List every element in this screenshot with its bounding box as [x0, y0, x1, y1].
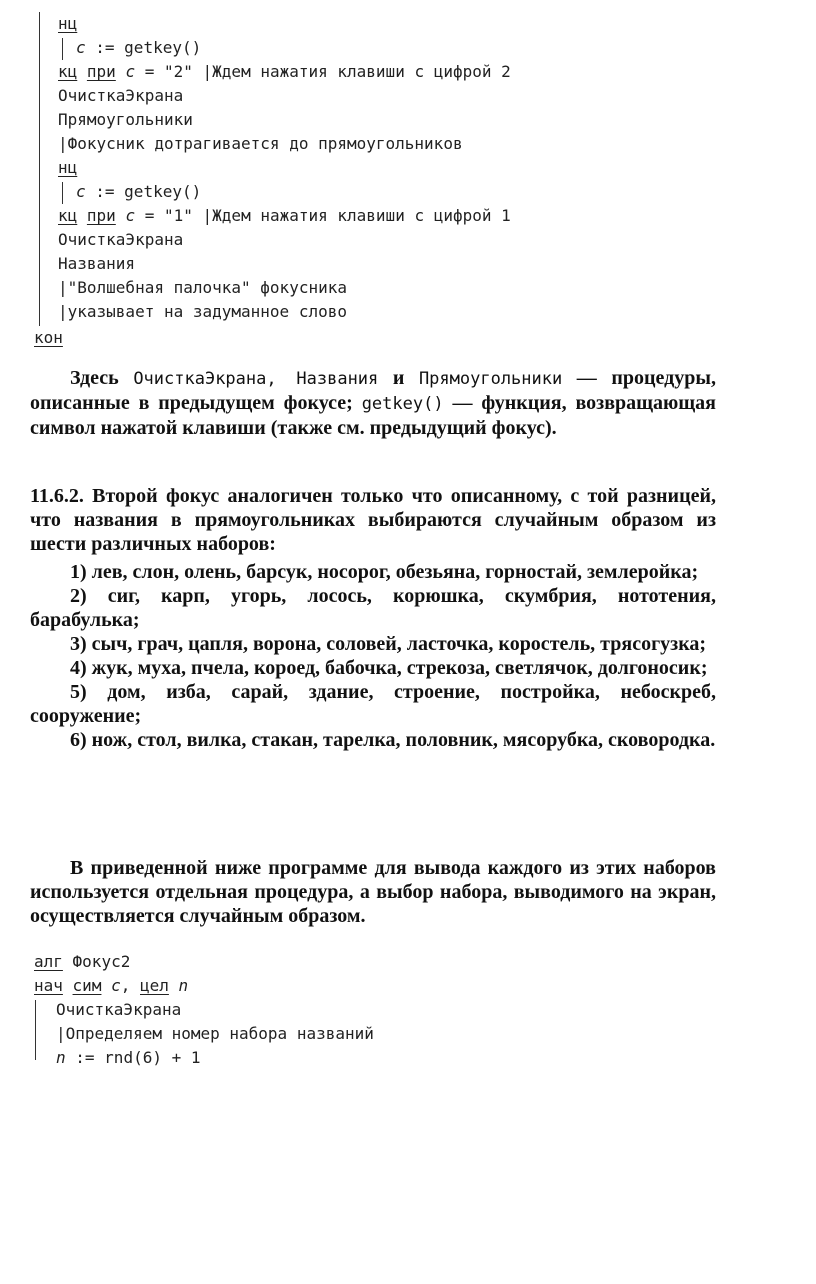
code-comment: |Фокусник дотрагивается до прямоугольников — [58, 134, 463, 153]
inner-loop-bar — [62, 182, 63, 204]
code-line: кц при c = "1" |Ждем нажатия клавиши с цифрой 1 — [58, 206, 511, 225]
code-comment: |Определяем номер набора названий — [56, 1024, 374, 1043]
code-line — [58, 14, 77, 34]
list-item: 1) лев, слон, олень, барсук, носорог, обезьяна, горностай, землеройка; — [70, 561, 699, 583]
code-line: кц при c = "2" |Ждем нажатия клавиши с цифрой 2 — [58, 62, 511, 81]
code-line: Прямоугольники — [58, 110, 193, 129]
code-line: кон — [34, 328, 63, 347]
list-item: 6) нож, стол, вилка, стакан, тарелка, половник, мясорубка, сковородка. — [70, 729, 716, 751]
block-bar — [35, 1000, 36, 1060]
inner-loop-bar — [62, 38, 63, 60]
section-paragraph: 11.6.2. Второй фокус аналогичен только что описанному, с той разницей, что названия в прямоугольниках выбираются случайным образом из шести различных наборов: — [30, 485, 716, 555]
list-item: 3) сыч, грач, цапля, ворона, соловей, ласточка, коростель, трясогузка; — [70, 633, 707, 655]
code-line: n := rnd(6) + 1 — [56, 1048, 201, 1067]
list-item: 4) жук, муха, пчела, короед, бабочка, стрекоза, светлячок, долгоносик; — [70, 657, 708, 679]
keyword: нц — [58, 14, 78, 33]
paragraph-3: В приведенной ниже программе для вывода каждого из этих наборов используется отдельная процедура, а выбор набора, выводимого на экран, осуществляется случайным образом. — [30, 857, 716, 927]
code-line: алг Фокус2 — [34, 952, 131, 971]
code-comment: |Ждем нажатия клавиши с цифрой 2 — [202, 62, 511, 81]
list-item: 5) дом, изба, сарай, здание, строение, постройка, небоскреб, сооружение; — [30, 681, 716, 727]
code-line: c := getkey() — [76, 182, 202, 201]
list-item: 2) сиг, карп, угорь, лосось, корюшка, скумбрия, нототения, барабулька; — [30, 585, 716, 631]
code-line: нач сим c, цел n — [34, 976, 189, 995]
code-line: ОчисткаЭкрана — [56, 1000, 182, 1019]
code-line: ОчисткаЭкрана — [58, 230, 184, 249]
sets-list — [30, 560, 716, 752]
code-line: нц — [58, 158, 78, 177]
code-comment: |Ждем нажатия клавиши с цифрой 1 — [202, 206, 511, 225]
block-bar — [39, 12, 40, 326]
paragraph-1: Здесь ОчисткаЭкрана, Названия и Прямоугольники — процедуры, описанные в предыдущем фокусе; getkey() — функция, возвращающая символ нажатой клавиши (также см. предыдущий фокус). — [30, 367, 716, 439]
code-line: c := getkey() — [76, 38, 202, 57]
code-line: ОчисткаЭкрана — [58, 86, 184, 105]
code-comment: |"Волшебная палочка" фокусника — [58, 278, 347, 297]
code-comment: |указывает на задуманное слово — [58, 302, 347, 321]
code-line: Названия — [58, 254, 136, 273]
